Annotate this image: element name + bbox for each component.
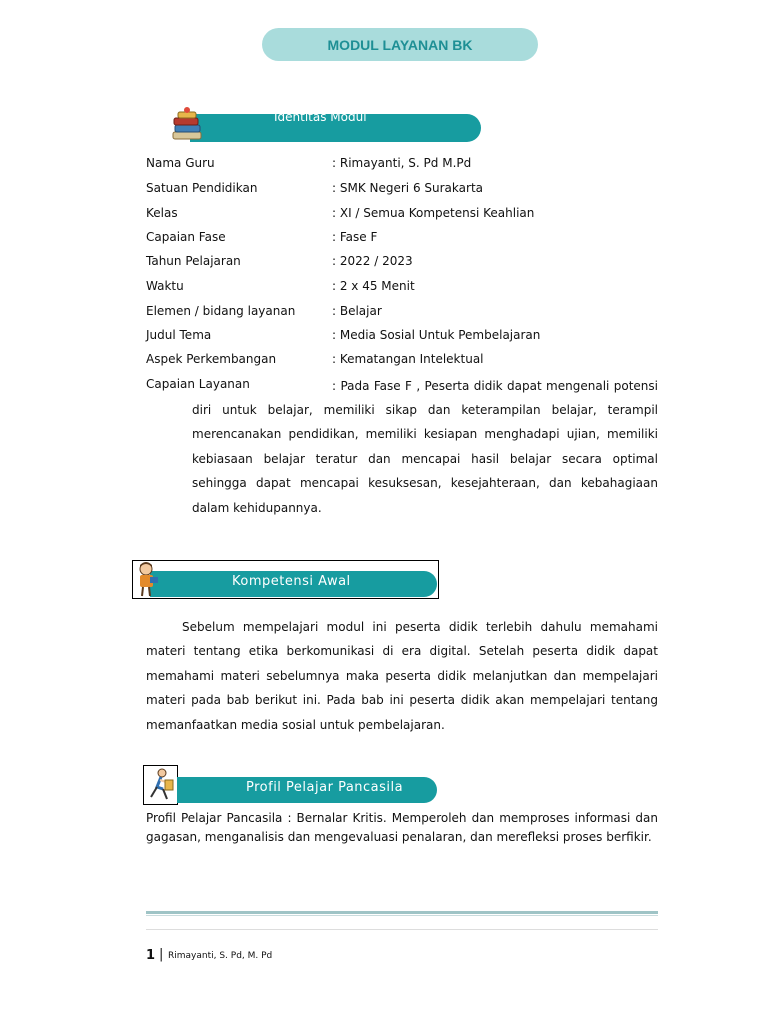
identitas-label: Elemen / bidang layanan — [146, 304, 296, 318]
identitas-label: Tahun Pelajaran — [146, 254, 241, 268]
identitas-row — [146, 349, 658, 369]
footer-separator: | — [159, 947, 164, 962]
identitas-label: Aspek Perkembangan — [146, 352, 277, 366]
identitas-value: : SMK Negeri 6 Surakarta — [332, 181, 483, 195]
books-icon — [170, 106, 204, 142]
identitas-value: : Fase F — [332, 230, 378, 244]
identitas-label: Capaian Fase — [146, 230, 226, 244]
identitas-row — [146, 301, 658, 321]
profil-text: Profil Pelajar Pancasila : Bernalar Kritis. Memperoleh dan memproses informasi dan gagasan, menganalisis dan mengevaluasi penalaran, dan merefleksi proses berfikir. — [146, 811, 658, 844]
page-number: 1 — [146, 948, 156, 963]
identitas-value: : Media Sosial Untuk Pembelajaran — [332, 328, 541, 342]
identitas-label: Nama Guru — [146, 156, 215, 170]
identitas-label: Kelas — [146, 206, 178, 220]
identitas-value: : Belajar — [332, 304, 382, 318]
capaian-layanan-text: diri untuk belajar, memiliki sikap dan keterampilan belajar, terampil merencanakan pendidikan, memiliki kesiapan menghadapi ujian, memiliki kebiasaan belajar teratur dan mencapai hasil belajar secara optimal sehingga dapat mencapai kesuksesan, kesejahteraan, dan kebahagiaan dalam kehidupannya. — [192, 403, 658, 515]
capaian-layanan-first-line: : Pada Fase F , Peserta didik dapat mengenali potensi — [332, 379, 658, 393]
identitas-row — [146, 276, 658, 296]
identitas-label: Waktu — [146, 279, 184, 293]
identitas-row — [146, 178, 658, 198]
kompetensi-heading-bar — [150, 571, 437, 597]
identitas-row — [146, 203, 658, 223]
module-title: MODUL LAYANAN BK — [262, 28, 538, 61]
profil-heading: Profil Pelajar Pancasila — [246, 780, 404, 795]
identitas-value: : Rimayanti, S. Pd M.Pd — [332, 156, 472, 170]
identitas-label: Capaian Layanan — [146, 377, 250, 391]
identitas-value: : 2022 / 2023 — [332, 254, 413, 268]
identitas-heading: Identitas Modul — [274, 110, 367, 124]
identitas-row — [146, 374, 326, 394]
identitas-row — [146, 251, 658, 271]
identitas-heading-bar — [190, 110, 481, 142]
footer-divider — [146, 911, 658, 914]
identitas-value: : XI / Semua Kompetensi Keahlian — [332, 206, 535, 220]
identitas-value: : Kematangan Intelektual — [332, 352, 484, 366]
runner-icon — [145, 767, 175, 801]
identitas-row — [146, 153, 658, 173]
footer-rule — [146, 929, 658, 930]
student-icon — [134, 561, 160, 597]
identitas-row — [146, 325, 658, 345]
kompetensi-heading: Kompetensi Awal — [232, 574, 351, 589]
identitas-label: Satuan Pendidikan — [146, 181, 258, 195]
footer-divider-shadow — [146, 915, 658, 916]
identitas-row — [146, 227, 658, 247]
identitas-label: Judul Tema — [146, 328, 212, 342]
kompetensi-text: Sebelum mempelajari modul ini peserta didik terlebih dahulu memahami materi tentang etika berkomunikasi di era digital. Setelah peserta didik dapat memahami materi sebelumnya maka peserta didik melanjutkan dan mempelajari materi pada bab berikut ini. Pada bab ini peserta didik akan mempelajari tentang memanfaatkan media sosial untuk pembelajaran. — [146, 620, 658, 732]
footer-author: Rimayanti, S. Pd, M. Pd — [168, 951, 273, 961]
profil-heading-bar — [177, 777, 437, 803]
identitas-value: : 2 x 45 Menit — [332, 279, 415, 293]
